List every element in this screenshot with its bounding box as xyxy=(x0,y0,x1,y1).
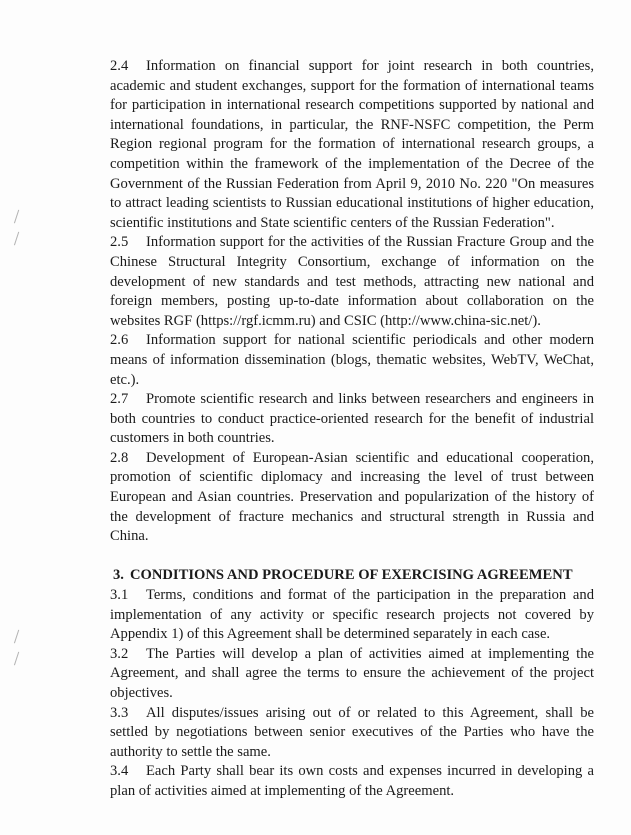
clause-3-1 xyxy=(110,586,594,645)
clause-number: 2.4 xyxy=(110,58,129,74)
clause-text: Terms, conditions and format of the participation in the preparation and implementation of any activity or specific research projects not covered by Appendix 1) of this Agreement shall be determined separately in each case. xyxy=(110,587,594,643)
document-body xyxy=(110,57,594,802)
clause-text: Each Party shall bear its own costs and expenses incurred in developing a plan of activities aimed at implementing of the Agreement. xyxy=(110,763,594,799)
clause-3-2 xyxy=(110,645,594,704)
clause-text: All disputes/issues arising out of or related to this Agreement, shall be settled by negotiations between senior executives of the Parties who have the authority to settle the same. xyxy=(110,704,594,760)
scan-margin-mark xyxy=(14,210,22,225)
clause-number: 3.1 xyxy=(110,587,129,604)
clause-2-5 xyxy=(110,233,594,331)
section-title: CONDITIONS AND PROCEDURE OF EXERCISING AGREEMENT xyxy=(129,567,573,584)
scan-margin-mark xyxy=(14,652,22,667)
clause-text: The Parties will develop a plan of activities aimed at implementing the Agreement, and shall agree the terms to ensure the achievement of the project objectives. xyxy=(110,645,594,701)
scan-margin-mark xyxy=(14,630,22,645)
clause-2-4 xyxy=(110,57,594,233)
clause-text: Information support for national scientific periodicals and other modern means of information dissemination (blogs, thematic websites, WebTV, WeChat, etc.). xyxy=(110,332,594,388)
clause-number: 3.3 xyxy=(110,704,129,721)
section-3-heading xyxy=(110,566,594,586)
clause-text: Development of European-Asian scientific and educational cooperation, promotion of scientific diplomacy and increasing the level of trust between European and Asian countries. Preservation and popularization of the history of the development of fracture mechanics and structural strength in Russia and China. xyxy=(110,449,594,545)
clause-2-6 xyxy=(110,331,594,390)
clause-3-3 xyxy=(110,704,594,763)
clause-text: Information support for the activities of the Russian Fracture Group and the Chinese Structural Integrity Consortium, exchange of information on the development of new standards and test methods, attracting new national and foreign members, posting up-to-date information about collaboration on the websites RGF (https://rgf.icmm.ru) and CSIC (http://www.china-sic.net/). xyxy=(110,234,594,329)
clause-text: Information on financial support for joint research in both countries, academic and student exchanges, support for the formation of international teams for participation in international research competitions supported by national and international foundations, in particular, the RNF-NSFC competition, the Perm Region regional program for the formation of international research groups, a competition within the framework of the implementation of the Decree of the Government of the Russian Federation from April 9, 2010 No. 220 "On measures to attract leading scientists to Russian educational institutions of higher education, scientific institutions and State scientific centers of the Russian Federation". xyxy=(110,58,594,231)
scan-margin-mark xyxy=(14,232,22,247)
clause-number: 2.7 xyxy=(110,391,129,408)
clause-text: Promote scientific research and links between researchers and engineers in both countries to conduct practice-oriented research for the benefit of industrial customers in both countries. xyxy=(110,391,594,447)
clause-number: 3.2 xyxy=(110,645,129,662)
clause-3-4 xyxy=(110,762,594,801)
clause-2-8 xyxy=(110,449,594,547)
clause-number: 2.5 xyxy=(110,234,129,251)
clause-number: 3.4 xyxy=(110,763,129,780)
clause-number: 2.8 xyxy=(110,449,129,466)
clause-number: 2.6 xyxy=(110,332,129,349)
section-number: 3. xyxy=(113,567,124,584)
clause-2-7 xyxy=(110,390,594,449)
